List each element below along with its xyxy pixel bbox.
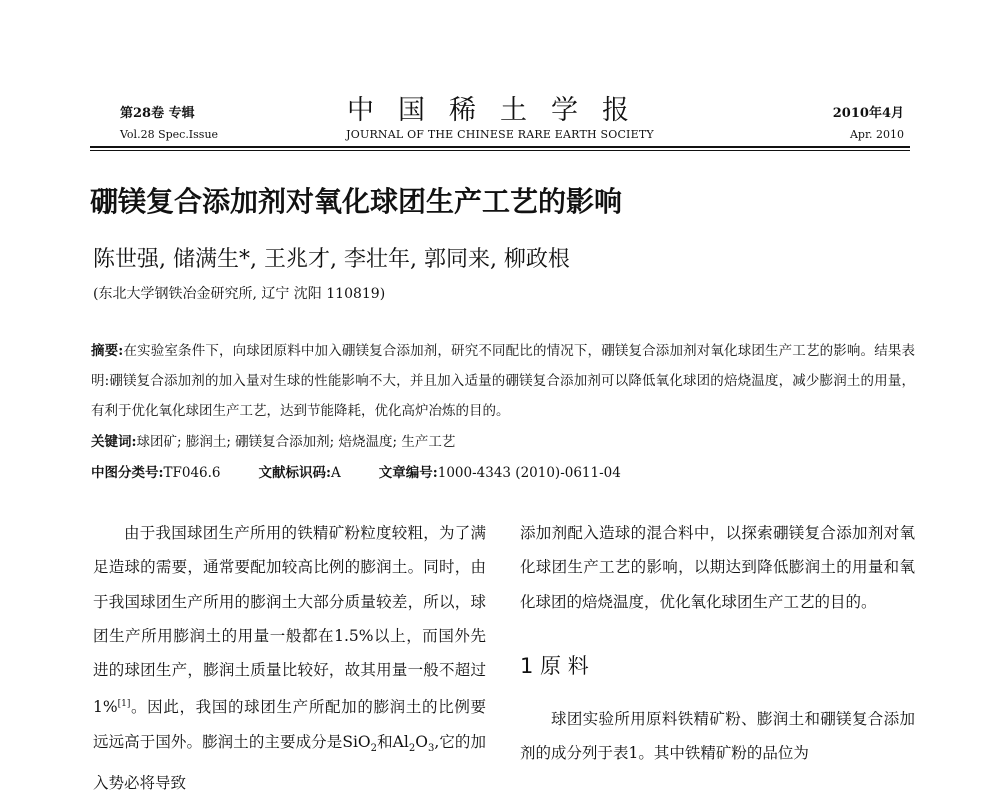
abstract-label: 摘要: <box>91 343 124 359</box>
article-number-value: 1000-4343 (2010)-0611-04 <box>437 465 621 481</box>
affiliation: (东北大学钢铁冶金研究所, 辽宁 沈阳 110819) <box>93 286 386 302</box>
body-right-paragraph-2: 球团实验所用原料铁精矿粉、膨润土和硼镁复合添加剂的成分列于表1。其中铁精矿粉的品位为 <box>520 710 915 763</box>
header-rule-thin <box>90 150 910 151</box>
article-number-label: 文章编号: <box>378 465 438 481</box>
author-list: 陈世强, 储满生*, 王兆才, 李壮年, 郭同来, 柳政根 <box>93 247 570 272</box>
o3-subscript: 3 <box>427 743 435 755</box>
body-right-paragraph-1: 添加剂配入造球的混合料中，以探索硼镁复合添加剂对氧化球团生产工艺的影响，以期达到降低膨润土的用量和氧化球团的焙烧温度，优化氧化球团生产工艺的目的。 <box>520 524 915 611</box>
doc-code-label: 文献标识码: <box>258 465 331 481</box>
left-text-1: 由于我国球团生产所用的铁精矿粉粒度较粗，为了满足造球的需要，通常要配加较高比例的膨润土。同时，由于我国球团生产所用的膨润土大部分质量较差，所以，球团生产所用膨润土的用量一般都在1.5%以上，而国外先进的球团生产，膨润土质量比较好，故其用量一般不超过1% <box>93 524 486 717</box>
al2-subscript: 2 <box>408 743 416 755</box>
abstract-text: 在实验室条件下，向球团原料中加入硼镁复合添加剂，研究不同配比的情况下，硼镁复合添加剂对氧化球团生产工艺的影响。结果表明:硼镁复合添加剂的加入量对生球的性能影响不大，并且加入适量的硼镁复合添加剂可以降低氧化球团的焙烧温度，减少膨润土的用量，有利于优化氧化球团生产工艺，达到节能降耗，优化高炉冶炼的目的。 <box>91 343 916 419</box>
oxygen-text: O <box>415 732 428 751</box>
clc-label: 中图分类号: <box>91 465 164 481</box>
keywords-text: 球团矿; 膨润土; 硼镁复合添加剂; 焙烧温度; 生产工艺 <box>136 434 456 450</box>
doc-code-value: A <box>331 465 341 481</box>
and-al-text: 和Al <box>377 732 409 751</box>
abstract <box>91 336 915 426</box>
sio2-subscript: 2 <box>370 743 378 755</box>
keywords-label: 关键词: <box>91 434 137 450</box>
journal-title-cn: 中国稀土学报 <box>347 95 653 126</box>
paper-title: 硼镁复合添加剂对氧化球团生产工艺的影响 <box>90 185 623 218</box>
issue-date-en: Apr. 2010 <box>849 128 904 141</box>
volume-label-cn: 第28卷 专辑 <box>120 106 195 121</box>
header-rule-thick <box>90 146 910 148</box>
citation-1: [1] <box>117 699 131 710</box>
volume-label-en: Vol.28 Spec.Issue <box>120 128 219 141</box>
clc-value: TF046.6 <box>163 465 221 481</box>
body-left-paragraph <box>93 516 486 801</box>
issue-date-cn: 2010年4月 <box>832 106 904 121</box>
left-text-2: 。因此，我国的球团生产所配加的膨润土的比例要远远高于国外。膨润土的主要成分是SiO <box>93 698 486 751</box>
section-heading-materials: 1 原 料 <box>520 654 589 678</box>
left-text-3: ,它的加入势必将导致 <box>93 732 486 793</box>
journal-title-en: JOURNAL OF THE CHINESE RARE EARTH SOCIETY <box>346 128 654 141</box>
classification-line <box>91 463 621 483</box>
keywords <box>91 432 455 452</box>
